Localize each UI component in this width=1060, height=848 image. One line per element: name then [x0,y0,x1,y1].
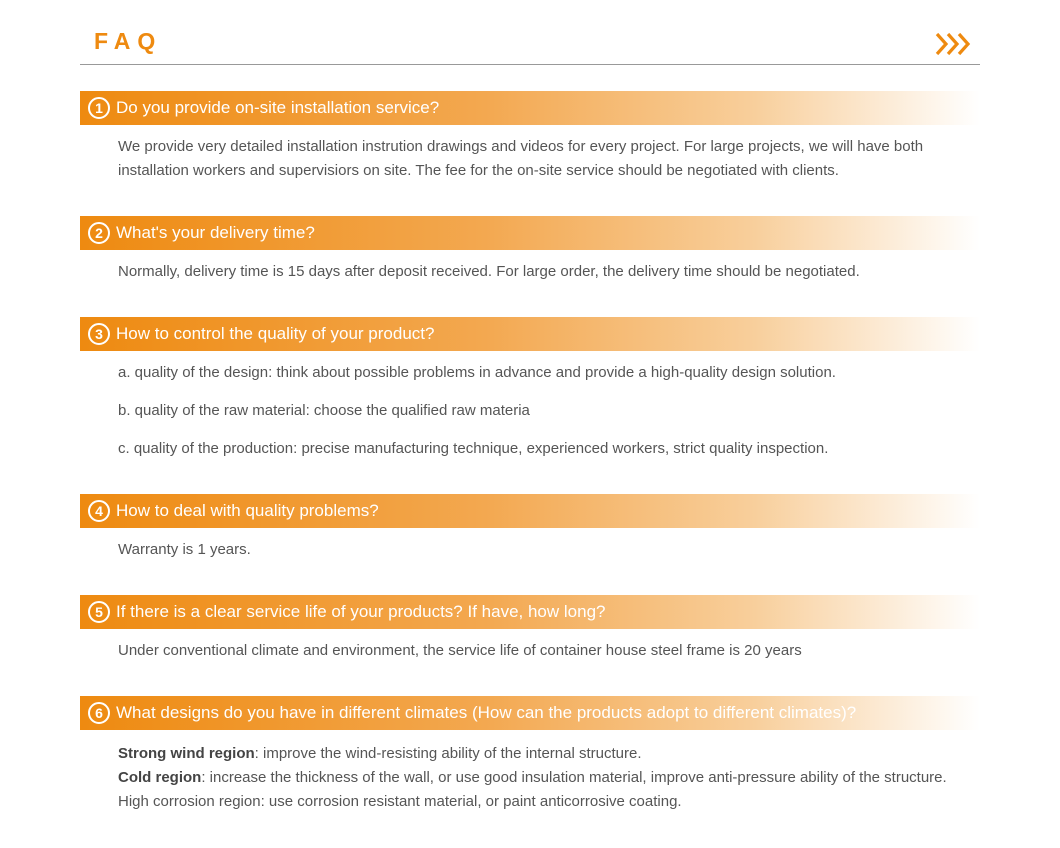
number-badge: 2 [88,222,110,244]
triple-chevron-right-icon[interactable] [934,30,974,58]
faq-question-bar [80,595,980,629]
faq-item-1 [80,91,980,183]
answer-text: : improve the wind-resisting ability of the internal structure. [254,745,642,762]
faq-answer-line: b. quality of the raw material: choose the qualified raw materia [118,402,530,419]
faq-question: If there is a clear service life of your products? If have, how long? [116,602,606,621]
faq-question-bar [80,317,980,351]
strong-label: Strong wind region [118,745,255,762]
faq-question: What designs do you have in different climates (How can the products adopt to different climates)? [116,703,857,722]
faq-item-3 [80,317,980,461]
faq-item-2 [80,216,980,284]
faq-question-bar [80,91,980,125]
faq-answer-line: a. quality of the design: think about possible problems in advance and provide a high-quality design solution. [118,364,836,381]
faq-answer-line: c. quality of the production: precise manufacturing technique, experienced workers, strict quality inspection. [118,440,829,457]
faq-answer: We provide very detailed installation instrution drawings and videos for every project. For large projects, we will have both installation workers and supervisiors on site. The fee for the on-site service should be negotiated with clients. [118,138,924,179]
faq-item-5 [80,595,980,663]
faq-question-bar [80,696,980,730]
faq-answer: Normally, delivery time is 15 days after deposit received. For large order, the delivery time should be negotiated. [118,263,860,280]
faq-question: How to control the quality of your product? [116,324,435,343]
header-divider [80,64,980,65]
number-badge: 1 [88,97,110,119]
page-title: FAQ [94,28,163,54]
faq-question-bar [80,216,980,250]
faq-item-4 [80,494,980,562]
strong-label: Cold region [118,769,202,786]
number-badge: 5 [88,601,110,623]
faq-question: Do you provide on-site installation service? [116,98,440,117]
faq-question: What's your delivery time? [116,223,315,242]
number-badge: 4 [88,500,110,522]
faq-question: How to deal with quality problems? [116,501,379,520]
faq-answer-line [118,742,980,766]
faq-item-6 [80,696,980,814]
faq-question-bar [80,494,980,528]
faq-answer: Under conventional climate and environment, the service life of container house steel frame is 20 years [118,642,802,659]
number-badge: 3 [88,323,110,345]
number-badge: 6 [88,702,110,724]
faq-answer: Warranty is 1 years. [118,541,251,558]
faq-answer-line [118,766,980,814]
answer-text: : increase the thickness of the wall, or use good insulation material, improve anti-pressure ability of the structure. High corrosion region: use corrosion resistant material, or paint anticorrosive coating. [118,769,947,810]
